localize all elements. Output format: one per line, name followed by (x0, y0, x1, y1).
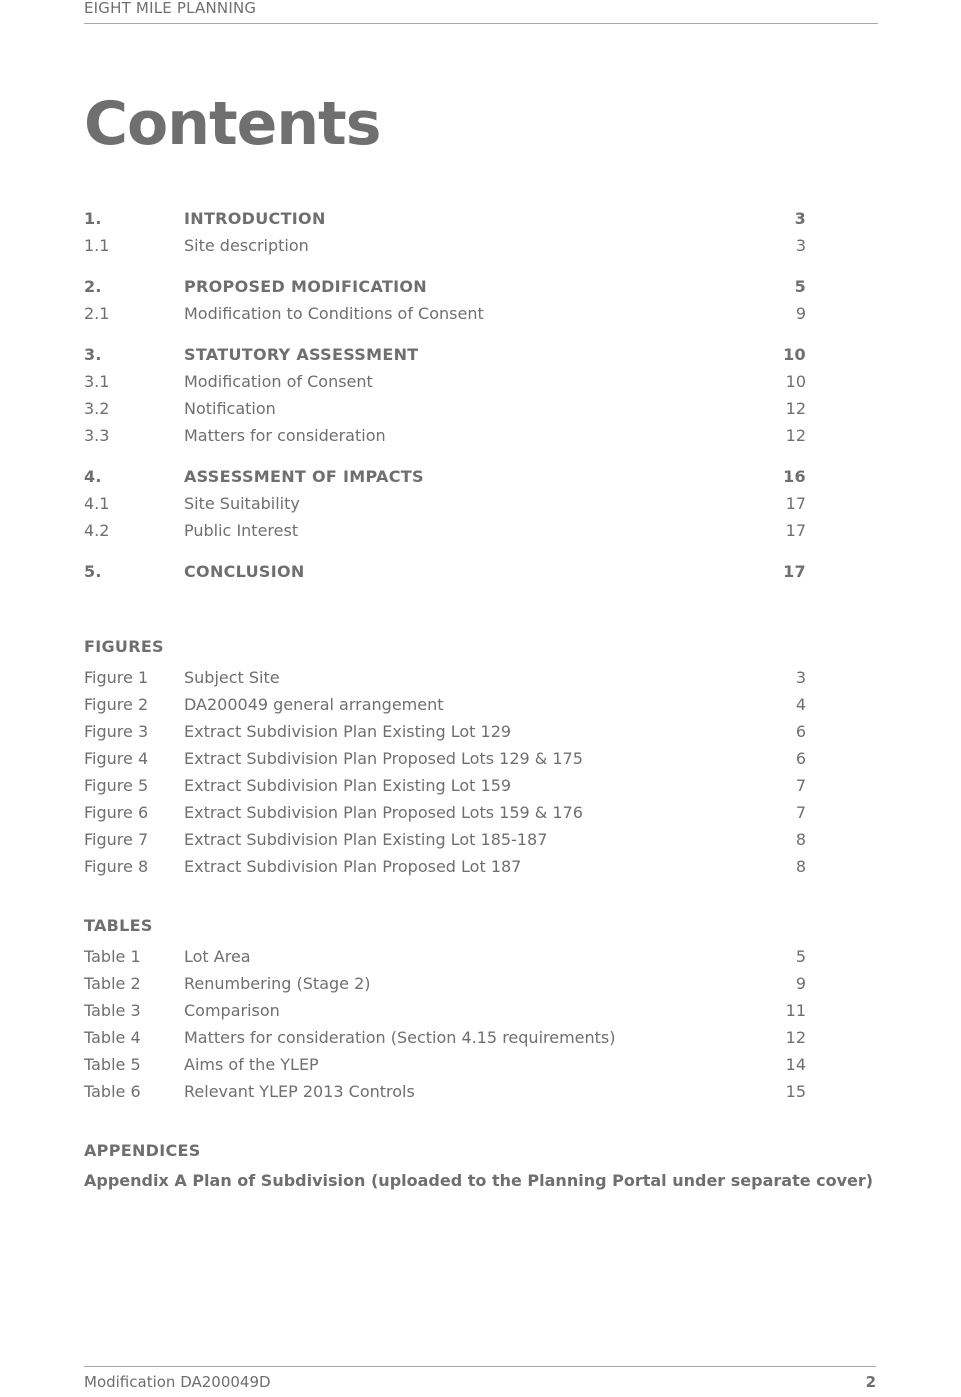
table-entry[interactable] (84, 945, 806, 969)
toc-title: PROPOSED MODIFICATION (184, 277, 427, 296)
table-title: Aims of the YLEP (184, 1055, 319, 1074)
table-number: Table 6 (84, 1082, 141, 1101)
appendices-heading: APPENDICES (84, 1141, 201, 1160)
figure-page: 7 (795, 776, 806, 795)
figure-title: Extract Subdivision Plan Existing Lot 185-187 (184, 830, 548, 849)
toc-number: 1. (84, 209, 102, 228)
toc-entry[interactable] (84, 302, 806, 326)
appendix-entry[interactable]: Appendix A Plan of Subdivision (uploaded to the Planning Portal under separate cover) (84, 1171, 874, 1190)
table-entry[interactable] (84, 999, 806, 1023)
figure-page: 4 (795, 695, 806, 714)
figure-title: Extract Subdivision Plan Proposed Lots 159 & 176 (184, 803, 583, 822)
toc-entry[interactable] (84, 492, 806, 516)
figure-entry[interactable] (84, 828, 806, 852)
toc-title: Modification of Consent (184, 372, 373, 391)
figure-number: Figure 3 (84, 722, 149, 741)
page-title: Contents (84, 89, 381, 159)
toc-page: 9 (795, 304, 806, 323)
toc-page: 12 (785, 399, 806, 418)
toc-number: 2. (84, 277, 102, 296)
figure-entry[interactable] (84, 666, 806, 690)
figure-number: Figure 5 (84, 776, 149, 795)
table-title: Comparison (184, 1001, 280, 1020)
table-page: 5 (795, 947, 806, 966)
table-entry[interactable] (84, 1053, 806, 1077)
table-title: Matters for consideration (Section 4.15 requirements) (184, 1028, 616, 1047)
toc-entry[interactable] (84, 343, 806, 367)
toc-page: 17 (783, 562, 806, 581)
toc-number: 4. (84, 467, 102, 486)
toc-entry[interactable] (84, 370, 806, 394)
figure-number: Figure 2 (84, 695, 149, 714)
toc-title: CONCLUSION (184, 562, 305, 581)
toc-entry[interactable] (84, 424, 806, 448)
figure-entry[interactable] (84, 801, 806, 825)
toc-title: Matters for consideration (184, 426, 386, 445)
table-page: 15 (785, 1082, 806, 1101)
toc-entry[interactable] (84, 519, 806, 543)
figure-title: Extract Subdivision Plan Proposed Lot 187 (184, 857, 522, 876)
toc-number: 3. (84, 345, 102, 364)
figure-title: Extract Subdivision Plan Proposed Lots 129 & 175 (184, 749, 583, 768)
toc-entry[interactable] (84, 465, 806, 489)
table-number: Table 2 (84, 974, 141, 993)
toc-entry[interactable] (84, 234, 806, 258)
toc-title: Site description (184, 236, 309, 255)
page-header (84, 0, 878, 24)
toc-title: Public Interest (184, 521, 299, 540)
toc-page: 12 (785, 426, 806, 445)
figure-page: 7 (795, 803, 806, 822)
figure-entry[interactable] (84, 693, 806, 717)
table-title: Relevant YLEP 2013 Controls (184, 1082, 415, 1101)
toc-page: 17 (785, 521, 806, 540)
toc-number: 3.1 (84, 372, 110, 391)
figure-page: 6 (795, 749, 806, 768)
footer-document-ref: Modification DA200049D (84, 1373, 271, 1391)
table-page: 11 (785, 1001, 806, 1020)
figure-title: DA200049 general arrangement (184, 695, 444, 714)
figure-title: Extract Subdivision Plan Existing Lot 129 (184, 722, 512, 741)
figure-title: Extract Subdivision Plan Existing Lot 159 (184, 776, 512, 795)
figure-number: Figure 8 (84, 857, 149, 876)
toc-page: 3 (795, 236, 806, 255)
toc-title: Modification to Conditions of Consent (184, 304, 484, 323)
toc-title: Site Suitability (184, 494, 300, 513)
toc-title: INTRODUCTION (184, 209, 326, 228)
toc-page: 5 (794, 277, 806, 296)
table-page: 14 (785, 1055, 806, 1074)
toc-number: 3.3 (84, 426, 110, 445)
table-title: Renumbering (Stage 2) (184, 974, 371, 993)
toc-title: STATUTORY ASSESSMENT (184, 345, 419, 364)
figure-title: Subject Site (184, 668, 280, 687)
toc-number: 5. (84, 562, 102, 581)
table-page: 12 (785, 1028, 806, 1047)
toc-number: 3.2 (84, 399, 110, 418)
figure-page: 8 (795, 830, 806, 849)
table-number: Table 3 (84, 1001, 141, 1020)
figure-page: 8 (795, 857, 806, 876)
figure-number: Figure 1 (84, 668, 149, 687)
table-entry[interactable] (84, 972, 806, 996)
toc-number: 2.1 (84, 304, 110, 323)
figure-entry[interactable] (84, 747, 806, 771)
header-org-name: EIGHT MILE PLANNING (84, 0, 257, 17)
toc-entry[interactable] (84, 275, 806, 299)
figure-page: 6 (795, 722, 806, 741)
toc-number: 1.1 (84, 236, 110, 255)
toc-title: ASSESSMENT OF IMPACTS (184, 467, 424, 486)
table-number: Table 1 (84, 947, 141, 966)
figures-heading: FIGURES (84, 637, 164, 656)
toc-number: 4.1 (84, 494, 110, 513)
table-entry[interactable] (84, 1026, 806, 1050)
table-number: Table 5 (84, 1055, 141, 1074)
page-footer (84, 1366, 876, 1393)
toc-page: 17 (785, 494, 806, 513)
table-entry[interactable] (84, 1080, 806, 1104)
toc-entry[interactable] (84, 207, 806, 231)
toc-title: Notification (184, 399, 276, 418)
figure-number: Figure 7 (84, 830, 149, 849)
figure-page: 3 (795, 668, 806, 687)
figure-entry[interactable] (84, 855, 806, 879)
table-number: Table 4 (84, 1028, 141, 1047)
figure-entry[interactable] (84, 774, 806, 798)
toc-page: 3 (794, 209, 806, 228)
table-page: 9 (795, 974, 806, 993)
footer-page-number: 2 (865, 1373, 876, 1391)
toc-entry[interactable] (84, 397, 806, 421)
toc-entry[interactable] (84, 560, 806, 584)
tables-heading: TABLES (84, 916, 153, 935)
figure-entry[interactable] (84, 720, 806, 744)
figure-number: Figure 4 (84, 749, 149, 768)
toc-page: 16 (783, 467, 806, 486)
toc-number: 4.2 (84, 521, 110, 540)
toc-page: 10 (785, 372, 806, 391)
table-title: Lot Area (184, 947, 251, 966)
figure-number: Figure 6 (84, 803, 149, 822)
toc-page: 10 (783, 345, 806, 364)
